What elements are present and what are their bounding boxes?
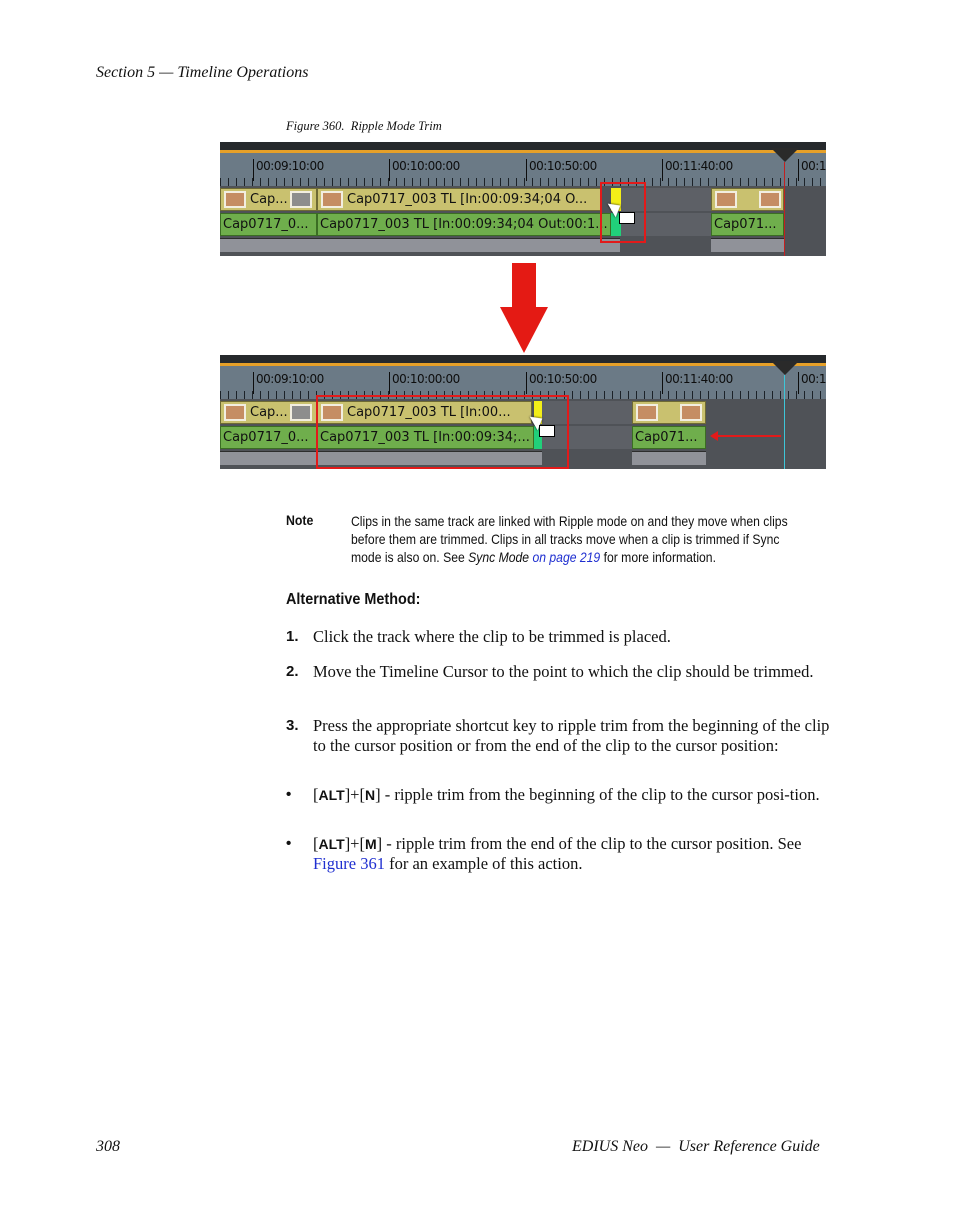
section-header: Section 5 — Timeline Operations [96, 64, 309, 81]
video-clip[interactable]: Cap... [220, 401, 317, 424]
audio-clip[interactable]: Cap0717_003 TL [In:00:09:34;04 Out:00:1... [317, 213, 611, 236]
timecode-label: 00:09:10:00 [256, 159, 324, 173]
timecode-label: 00:09:10:00 [256, 372, 324, 386]
playhead-marker[interactable] [771, 361, 799, 375]
timecode-label: 00:11:40:00 [665, 159, 733, 173]
figure-caption: Figure 360. Ripple Mode Trim [286, 119, 442, 133]
audio-clip[interactable]: Cap0717_0... [220, 426, 317, 449]
timecode-label: 00:11:40:00 [665, 372, 733, 386]
timeline-before [220, 142, 826, 256]
clip-thumbnail [290, 404, 312, 421]
timecode-label: 00:10:50:00 [529, 159, 597, 173]
time-ruler [220, 142, 826, 186]
footer-title: EDIUS Neo — User Reference Guide [572, 1138, 820, 1155]
video-clip[interactable]: Cap0717_003 TL [In:00:09:34;04 O... [317, 188, 601, 211]
clip-thumbnail [290, 191, 312, 208]
ripple-trim-cursor-icon [539, 425, 555, 437]
clip-thumbnail [680, 404, 702, 421]
ripple-direction-arrow-icon [717, 435, 781, 437]
clip-thumbnail [224, 404, 246, 421]
page-number: 308 [96, 1138, 120, 1155]
audio-clip[interactable]: Cap071... [632, 426, 706, 449]
highlight-box [316, 395, 569, 469]
timecode-label: 00:1 [801, 372, 826, 386]
timeline-after [220, 355, 826, 469]
clip-thumbnail [759, 191, 781, 208]
note-text: Clips in the same track are linked with Ripple mode on and they move when clips before them are trimmed. Clips in all tracks move when a clip is trimmed if Sync mode is also on. See Sync Mode on page 219 for more information. [351, 513, 788, 565]
down-arrow-icon [500, 263, 548, 353]
timecode-label: 00:1 [801, 159, 826, 173]
video-clip[interactable]: Cap... [220, 188, 317, 211]
video-clip[interactable]: Cap0717_003 TL [In:00... [317, 401, 532, 424]
figure-link[interactable]: Figure 361 [313, 854, 385, 873]
clip-thumbnail [224, 191, 246, 208]
clip-thumbnail [636, 404, 658, 421]
audio-clip[interactable]: Cap071... [711, 213, 784, 236]
ripple-trim-cursor-icon [619, 212, 635, 224]
clip-thumbnail [715, 191, 737, 208]
audio-clip[interactable]: Cap0717_003 TL [In:00:09:34;... [317, 426, 534, 449]
timecode-label: 00:10:00:00 [392, 372, 460, 386]
timecode-label: 00:10:50:00 [529, 372, 597, 386]
timeline-cursor [784, 375, 785, 469]
alternative-method-heading: Alternative Method: [286, 591, 421, 608]
playhead-marker[interactable] [771, 148, 799, 162]
page-link[interactable]: on page 219 [532, 549, 601, 565]
timeline-cursor [784, 162, 785, 256]
note-label: Note [286, 512, 314, 528]
video-clip[interactable] [711, 188, 784, 211]
time-ruler [220, 355, 826, 399]
audio-clip[interactable]: Cap0717_0... [220, 213, 317, 236]
video-clip[interactable] [632, 401, 706, 424]
clip-thumbnail [321, 191, 343, 208]
timecode-label: 00:10:00:00 [392, 159, 460, 173]
